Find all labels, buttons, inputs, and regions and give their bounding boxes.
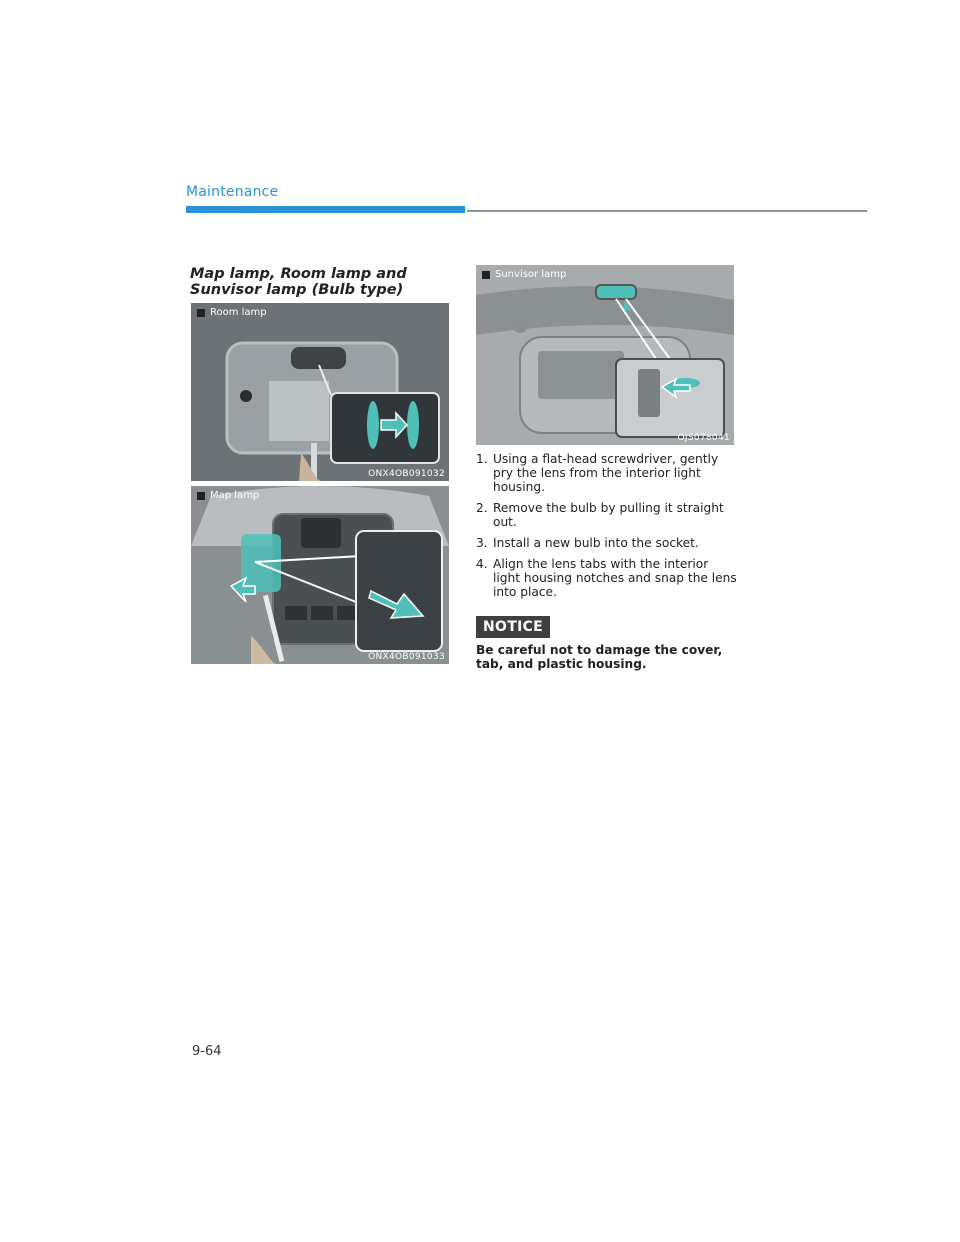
room-lamp-illustration (191, 303, 449, 481)
step-number: 1. (476, 452, 488, 466)
map-lamp-illustration (191, 486, 449, 664)
header-rule-accent (186, 206, 465, 213)
figure-label (482, 269, 566, 280)
page-number: 9-64 (192, 1044, 222, 1059)
step-item (476, 452, 738, 494)
steps-list (476, 452, 738, 606)
figure-label-text: Map lamp (210, 490, 260, 501)
bullet-square-icon (482, 271, 490, 279)
figure-code: ONX4OB091033 (368, 652, 445, 662)
figure-code: ONX4OB091032 (368, 469, 445, 479)
figure-sunvisor-lamp (476, 265, 734, 445)
figure-label (197, 490, 259, 501)
step-item (476, 536, 738, 550)
notice-badge: NOTICE (476, 616, 550, 638)
figure-code: OJS078041 (677, 433, 730, 443)
figure-label-text: Room lamp (210, 307, 267, 318)
step-text: Install a new bulb into the socket. (493, 536, 699, 550)
step-number: 2. (476, 501, 488, 515)
figure-map-lamp (191, 486, 449, 664)
section-title: Maintenance (186, 184, 279, 200)
step-number: 4. (476, 557, 488, 571)
sunvisor-lamp-illustration (476, 265, 734, 445)
notice-text: Be careful not to damage the cover, tab, and plastic housing. (476, 643, 723, 671)
step-number: 3. (476, 536, 488, 550)
step-text: Using a flat-head screwdriver, gently pry the lens from the interior light housing. (493, 452, 719, 494)
figure-room-lamp (191, 303, 449, 481)
bullet-square-icon (197, 492, 205, 500)
bullet-square-icon (197, 309, 205, 317)
step-item (476, 501, 738, 529)
figure-label-text: Sunvisor lamp (495, 269, 567, 280)
header-rule (467, 210, 867, 212)
step-text: Align the lens tabs with the interior light housing notches and snap the lens into place. (493, 557, 737, 599)
page-heading: Map lamp, Room lamp and Sunvisor lamp (Bulb type) (190, 266, 407, 298)
step-item (476, 557, 738, 599)
figure-label (197, 307, 267, 318)
step-text: Remove the bulb by pulling it straight out. (493, 501, 724, 529)
